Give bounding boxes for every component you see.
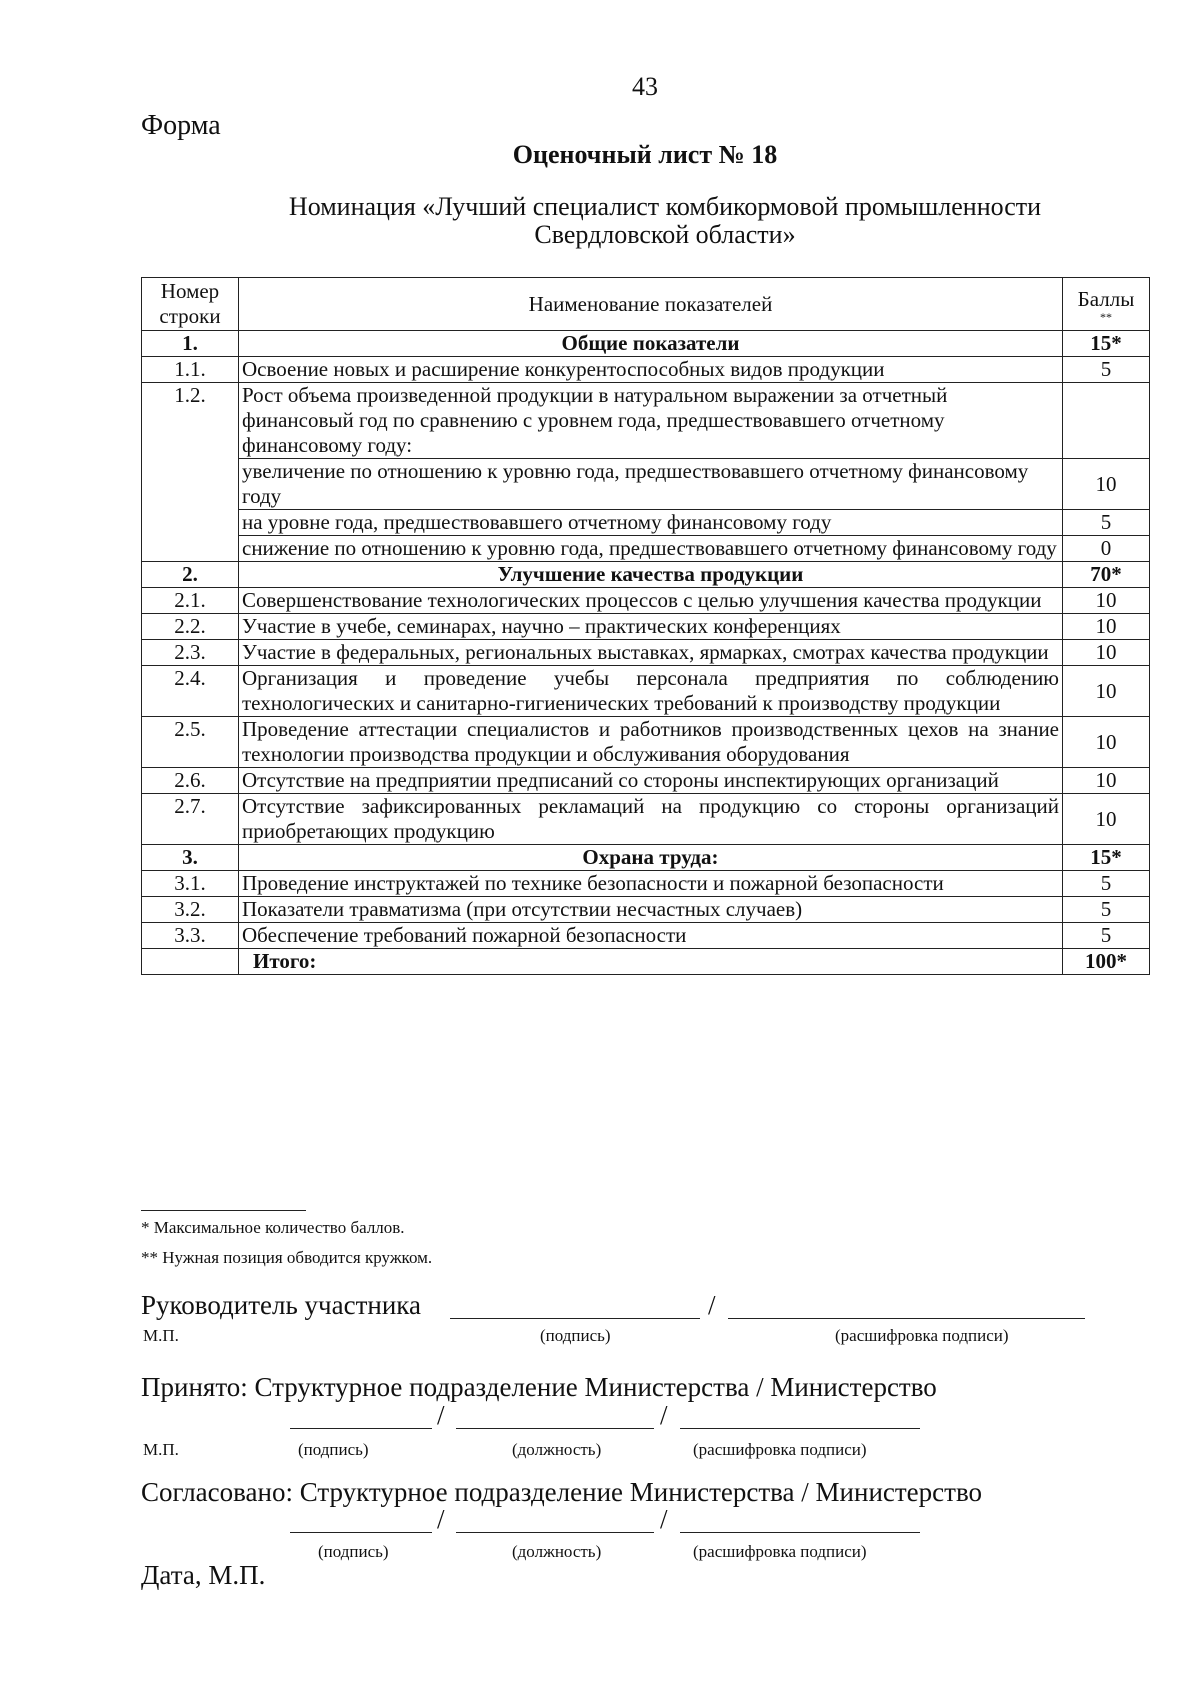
section-title: Общие показатели bbox=[239, 331, 1063, 357]
row-points: 5 bbox=[1063, 510, 1150, 536]
table-row bbox=[142, 794, 1150, 845]
table-row bbox=[142, 588, 1150, 614]
row-points: 10 bbox=[1063, 794, 1150, 845]
row-number: 1. bbox=[142, 331, 239, 357]
row-number: 3.3. bbox=[142, 923, 239, 949]
row-number: 2.3. bbox=[142, 640, 239, 666]
row-name: Рост объема произведенной продукции в натуральном выражении за отчетный финансовый год по сравнению с уровнем года, предшествовавшего отчетному финансовому году: bbox=[239, 383, 1063, 459]
row-points: 15* bbox=[1063, 845, 1150, 871]
row-name: Участие в федеральных, региональных выставках, ярмарках, смотрах качества продукции bbox=[239, 640, 1063, 666]
table-header-row bbox=[142, 278, 1150, 331]
row-number: 2.5. bbox=[142, 717, 239, 768]
row-points: 5 bbox=[1063, 897, 1150, 923]
table-row bbox=[142, 562, 1150, 588]
row-number: 2. bbox=[142, 562, 239, 588]
row-points bbox=[1063, 383, 1150, 459]
accepted-label: Принято: Структурное подразделение Министерства / Министерство bbox=[141, 1372, 937, 1402]
accepted-mp: М.П. bbox=[143, 1440, 179, 1459]
total-number-cell bbox=[142, 949, 239, 975]
footnote-circle: ** Нужная позиция обводится кружком. bbox=[141, 1248, 433, 1267]
section-title: Охрана труда: bbox=[239, 845, 1063, 871]
accepted-position-line bbox=[456, 1428, 654, 1429]
agreed-signature-line bbox=[290, 1532, 432, 1533]
table-row bbox=[142, 459, 1150, 510]
row-number: 1.2. bbox=[142, 383, 239, 562]
table-row bbox=[142, 871, 1150, 897]
header-points-text: Баллы bbox=[1077, 286, 1135, 311]
section-title: Улучшение качества продукции bbox=[239, 562, 1063, 588]
row-name: Проведение инструктажей по технике безопасности и пожарной безопасности bbox=[239, 871, 1063, 897]
accepted-slash-1: / bbox=[437, 1400, 445, 1430]
table-row bbox=[142, 640, 1150, 666]
footnote-separator bbox=[141, 1210, 306, 1211]
agreed-transcript-line bbox=[680, 1532, 920, 1533]
row-name: увеличение по отношению к уровню года, предшествовавшего отчетному финансовому году bbox=[239, 459, 1063, 510]
header-points bbox=[1063, 278, 1150, 331]
row-points: 5 bbox=[1063, 357, 1150, 383]
nomination-line-1: Номинация «Лучший специалист комбикормовой промышленности bbox=[288, 192, 1042, 221]
table-row bbox=[142, 536, 1150, 562]
row-name: Показатели травматизма (при отсутствии несчастных случаев) bbox=[239, 897, 1063, 923]
head-label: Руководитель участника bbox=[141, 1290, 421, 1320]
row-number: 3.2. bbox=[142, 897, 239, 923]
nomination-heading bbox=[150, 193, 1180, 249]
row-points: 10 bbox=[1063, 666, 1150, 717]
head-signature-caption: (подпись) bbox=[540, 1326, 611, 1345]
table-row bbox=[142, 357, 1150, 383]
row-points: 10 bbox=[1063, 614, 1150, 640]
header-number bbox=[142, 278, 239, 331]
table-row bbox=[142, 510, 1150, 536]
row-points: 0 bbox=[1063, 536, 1150, 562]
total-label: Итого: bbox=[239, 949, 1063, 975]
row-number: 2.7. bbox=[142, 794, 239, 845]
form-label: Форма bbox=[141, 110, 221, 141]
row-name: Проведение аттестации специалистов и работников производственных цехов на знание технологии производства продукции и обслуживания оборудования bbox=[239, 717, 1063, 768]
header-name: Наименование показателей bbox=[239, 278, 1063, 331]
row-points: 15* bbox=[1063, 331, 1150, 357]
footnote-max: * Максимальное количество баллов. bbox=[141, 1218, 405, 1237]
accepted-signature-caption: (подпись) bbox=[298, 1440, 369, 1459]
row-number: 2.2. bbox=[142, 614, 239, 640]
row-name: Совершенствование технологических процессов с целью улучшения качества продукции bbox=[239, 588, 1063, 614]
head-transcript-caption: (расшифровка подписи) bbox=[835, 1326, 1009, 1345]
table-row bbox=[142, 897, 1150, 923]
row-number: 2.6. bbox=[142, 768, 239, 794]
accepted-slash-2: / bbox=[660, 1400, 668, 1430]
total-row bbox=[142, 949, 1150, 975]
head-slash: / bbox=[708, 1290, 716, 1320]
table-row bbox=[142, 717, 1150, 768]
head-transcript-line bbox=[728, 1318, 1085, 1319]
total-points: 100* bbox=[1063, 949, 1150, 975]
document-title: Оценочный лист № 18 bbox=[512, 140, 778, 169]
header-points-sub: ** bbox=[1100, 309, 1112, 324]
row-points: 5 bbox=[1063, 923, 1150, 949]
header-number-text: Номер строки bbox=[159, 279, 221, 328]
agreed-slash-2: / bbox=[660, 1504, 668, 1534]
head-mp: М.П. bbox=[143, 1326, 179, 1345]
table-row bbox=[142, 768, 1150, 794]
row-number: 3.1. bbox=[142, 871, 239, 897]
agreed-position-line bbox=[456, 1532, 654, 1533]
row-number: 2.4. bbox=[142, 666, 239, 717]
row-name: Отсутствие на предприятии предписаний со стороны инспектирующих организаций bbox=[239, 768, 1063, 794]
agreed-slash-1: / bbox=[437, 1504, 445, 1534]
row-name: Отсутствие зафиксированных рекламаций на продукцию со стороны организаций приобретающих продукцию bbox=[239, 794, 1063, 845]
table-row bbox=[142, 845, 1150, 871]
row-number: 1.1. bbox=[142, 357, 239, 383]
table-row bbox=[142, 614, 1150, 640]
row-name: Участие в учебе, семинарах, научно – практических конференциях bbox=[239, 614, 1063, 640]
table-row bbox=[142, 923, 1150, 949]
agreed-signature-caption: (подпись) bbox=[318, 1542, 389, 1561]
agreed-label: Согласовано: Структурное подразделение Министерства / Министерство bbox=[141, 1477, 983, 1507]
table-row bbox=[142, 331, 1150, 357]
nomination-line-2: Свердловской области» bbox=[534, 220, 796, 249]
row-points: 70* bbox=[1063, 562, 1150, 588]
date-label: Дата, М.П. bbox=[141, 1560, 266, 1590]
table-row bbox=[142, 383, 1150, 459]
row-points: 10 bbox=[1063, 459, 1150, 510]
accepted-position-caption: (должность) bbox=[512, 1440, 602, 1459]
table-row bbox=[142, 666, 1150, 717]
row-points: 10 bbox=[1063, 640, 1150, 666]
page-number: 43 bbox=[632, 72, 658, 101]
row-name: Обеспечение требований пожарной безопасности bbox=[239, 923, 1063, 949]
row-points: 5 bbox=[1063, 871, 1150, 897]
row-name: Организация и проведение учебы персонала предприятия по соблюдению технологических и санитарно-гигиенических требований к производству продукции bbox=[239, 666, 1063, 717]
accepted-signature-line bbox=[290, 1428, 432, 1429]
agreed-transcript-caption: (расшифровка подписи) bbox=[693, 1542, 867, 1561]
head-signature-line bbox=[450, 1318, 700, 1319]
row-points: 10 bbox=[1063, 588, 1150, 614]
accepted-transcript-line bbox=[680, 1428, 920, 1429]
row-name: снижение по отношению к уровню года, предшествовавшего отчетному финансовому году bbox=[239, 536, 1063, 562]
row-number: 3. bbox=[142, 845, 239, 871]
agreed-position-caption: (должность) bbox=[512, 1542, 602, 1561]
row-points: 10 bbox=[1063, 717, 1150, 768]
row-points: 10 bbox=[1063, 768, 1150, 794]
row-number: 2.1. bbox=[142, 588, 239, 614]
row-name: на уровне года, предшествовавшего отчетному финансовому году bbox=[239, 510, 1063, 536]
accepted-transcript-caption: (расшифровка подписи) bbox=[693, 1440, 867, 1459]
score-table bbox=[141, 277, 1150, 975]
row-name: Освоение новых и расширение конкурентоспособных видов продукции bbox=[239, 357, 1063, 383]
